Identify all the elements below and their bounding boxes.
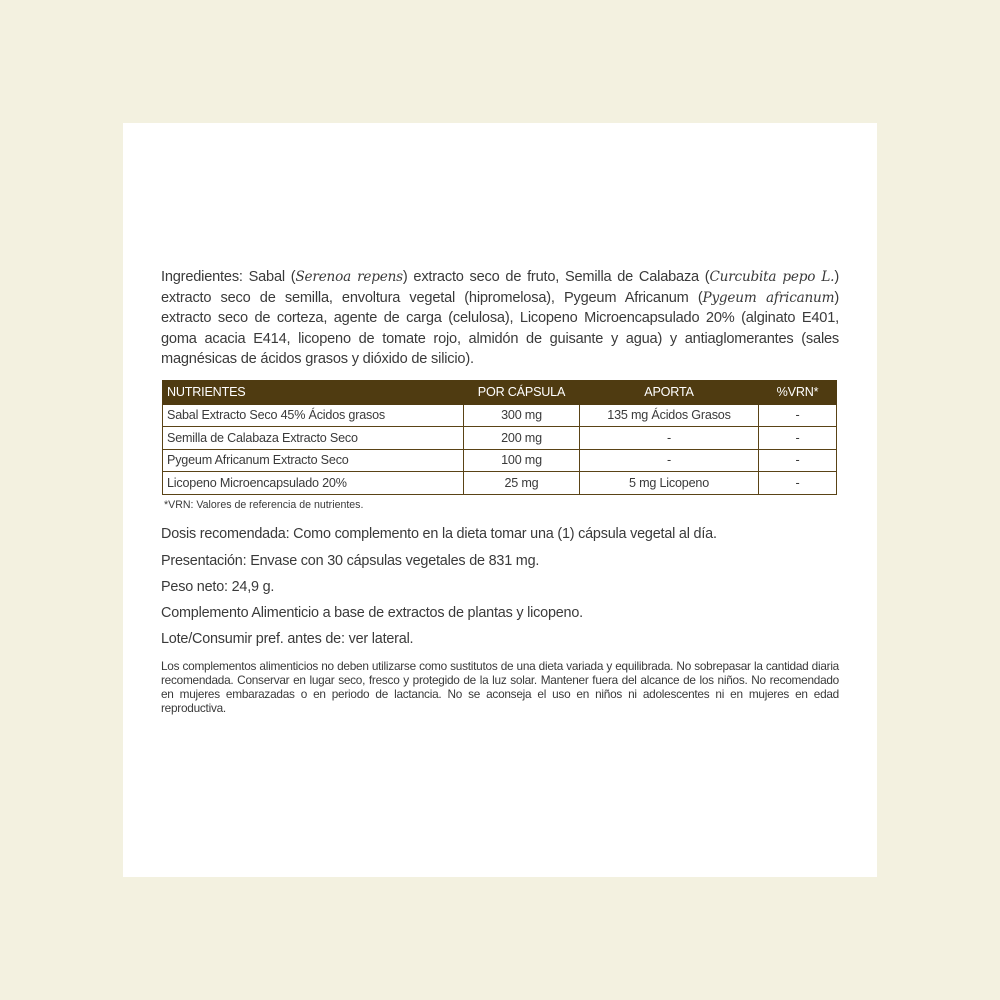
header-vrn: %VRN*: [759, 380, 837, 404]
nutrient-name: Sabal Extracto Seco 45% Ácidos grasos: [163, 404, 464, 427]
nutrient-vrn: -: [759, 427, 837, 450]
dosage-text: Dosis recomendada: Como complemento en la dieta tomar una (1) cápsula vegetal al día.: [161, 525, 717, 542]
nutrient-name: Semilla de Calabaza Extracto Seco: [163, 427, 464, 450]
ingredients-text: [161, 267, 839, 370]
nutrient-name: Licopeno Microencapsulado 20%: [163, 472, 464, 495]
presentation-text: Presentación: Envase con 30 cápsulas vegetales de 831 mg.: [161, 552, 540, 569]
nutrient-amount: 300 mg: [464, 404, 580, 427]
nutrient-amount: 25 mg: [464, 472, 580, 495]
nutrient-provides: 5 mg Licopeno: [580, 472, 759, 495]
nutrient-provides: 135 mg Ácidos Grasos: [580, 404, 759, 427]
vrn-footnote: *VRN: Valores de referencia de nutrientes.: [164, 498, 364, 511]
nutrient-vrn: -: [759, 472, 837, 495]
header-per-capsule: POR CÁPSULA: [464, 380, 580, 404]
label-card: [123, 123, 877, 877]
nutrition-table-header: [163, 380, 837, 404]
ingredients-part-3: ) extracto seco de semilla, envoltura vegetal (hipromelosa), Pygeum Africanum (: [161, 269, 839, 306]
ingredients-latin-name-1: Serenoa repens: [295, 269, 403, 285]
nutrient-provides: -: [580, 449, 759, 472]
description-text: Complemento Alimenticio a base de extractos de plantas y licopeno.: [161, 604, 583, 621]
ingredients-part-4: ) extracto seco de corteza, agente de carga (celulosa), Licopeno Microencapsulado 20% (alginato E401, goma acacia E414, licopeno de tomate rojo, almidón de guisante y agua) y antiaglomerantes (sales magnésicas de ácidos grasos y dióxido de silicio).: [161, 289, 839, 367]
nutrient-vrn: -: [759, 404, 837, 427]
header-nutrients: NUTRIENTES: [163, 380, 464, 404]
header-provides: APORTA: [580, 380, 759, 404]
table-row: [163, 449, 837, 472]
net-weight-text: Peso neto: 24,9 g.: [161, 578, 275, 595]
nutrition-table: [162, 380, 837, 495]
nutrient-amount: 200 mg: [464, 427, 580, 450]
ingredients-part-1: Ingredientes: Sabal (: [161, 269, 296, 285]
warning-text: Los complementos alimenticios no deben utilizarse como sustitutos de una dieta variada y equilibrada. No sobrepasar la cantidad diaria recomendada. Conservar en lugar seco, fresco y protegido de la luz solar. Mantener fuera del alcance de los niños. No recomendado en mujeres embarazadas o en periodo de lactancia. No se aconseja el uso en niños ni adolescentes ni en mujeres en edad reproductiva.: [161, 658, 839, 716]
nutrient-name: Pygeum Africanum Extracto Seco: [163, 449, 464, 472]
nutrient-vrn: -: [759, 449, 837, 472]
nutrient-amount: 100 mg: [464, 449, 580, 472]
nutrient-provides: -: [580, 427, 759, 450]
ingredients-latin-name-2: Curcubita pepo L.: [709, 269, 835, 285]
ingredients-latin-name-3: Pygeum africanum: [702, 289, 835, 306]
table-row: [163, 427, 837, 450]
ingredients-part-2: ) extracto seco de fruto, Semilla de Calabaza (: [402, 269, 710, 285]
lot-text: Lote/Consumir pref. antes de: ver lateral.: [161, 630, 414, 647]
label-content: [161, 267, 839, 727]
table-row: [163, 472, 837, 495]
table-row: [163, 404, 837, 427]
